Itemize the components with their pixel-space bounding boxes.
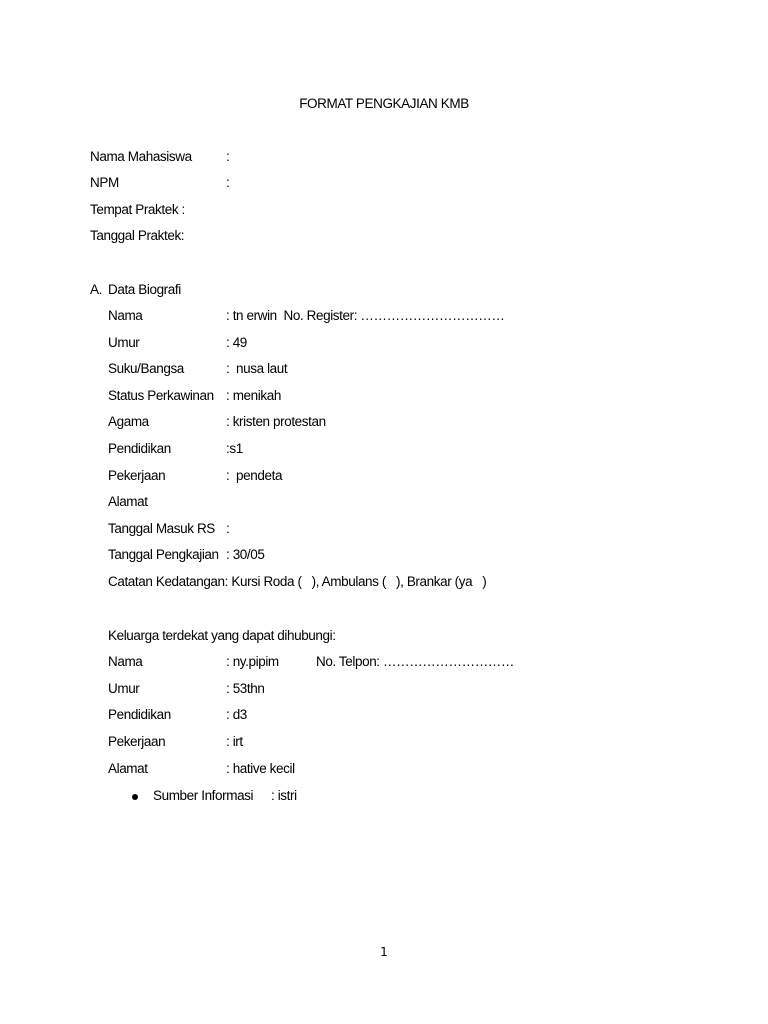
arrival-notes: Catatan Kedatangan: Kursi Roda ( ), Ambulans ( ), Brankar (ya ) [108,574,487,589]
section-a-marker: A. [90,282,102,297]
family-age-value: : 53thn [226,681,265,696]
patient-age-value: : 49 [226,335,247,350]
family-occupation-value: : irt [226,734,243,749]
patient-education-value: :s1 [226,441,243,456]
patient-occupation-label: Pekerjaan [108,468,166,483]
admission-date-label: Tanggal Masuk RS [108,521,215,536]
admission-date-value: : [226,521,230,536]
assessment-date-value: : 30/05 [226,547,265,562]
family-phone: No. Telpon: ………………………… [316,654,514,669]
practice-place-label: Tempat Praktek : [90,202,185,217]
info-source-value: : istri [271,788,297,803]
marital-status-label: Status Perkawinan [108,388,214,403]
family-name-value: : ny.pipim [226,654,279,669]
npm-separator: : [226,175,230,190]
family-occupation-label: Pekerjaan [108,734,166,749]
info-source-label: Sumber Informasi [153,788,254,803]
marital-status-value: : menikah [226,388,281,403]
document-title: FORMAT PENGKAJIAN KMB [299,96,469,111]
student-name-label: Nama Mahasiswa [90,149,192,164]
patient-age-label: Umur [108,335,140,350]
patient-ethnicity-value: : nusa laut [226,361,288,376]
patient-name-label: Nama [108,308,143,323]
religion-value: : kristen protestan [226,414,326,429]
practice-date-label: Tanggal Praktek: [90,228,185,243]
patient-occupation-value: : pendeta [226,468,283,483]
page-number: 1 [380,945,388,959]
family-age-label: Umur [108,681,140,696]
student-name-separator: : [226,149,230,164]
npm-label: NPM [90,175,119,190]
patient-address-label: Alamat [108,494,148,509]
section-a-heading: Data Biografi [108,282,181,297]
patient-name-value: : tn erwin No. Register: …………………………… [226,308,505,323]
patient-education-label: Pendidikan [108,441,171,456]
family-address-label: Alamat [108,761,148,776]
bullet-icon [132,794,138,800]
family-education-value: : d3 [226,707,247,722]
family-address-value: : hative kecil [226,761,295,776]
patient-ethnicity-label: Suku/Bangsa [108,361,184,376]
family-heading: Keluarga terdekat yang dapat dihubungi: [108,628,336,643]
family-education-label: Pendidikan [108,707,171,722]
family-name-label: Nama [108,654,143,669]
assessment-date-label: Tanggal Pengkajian [108,547,219,562]
religion-label: Agama [108,414,149,429]
